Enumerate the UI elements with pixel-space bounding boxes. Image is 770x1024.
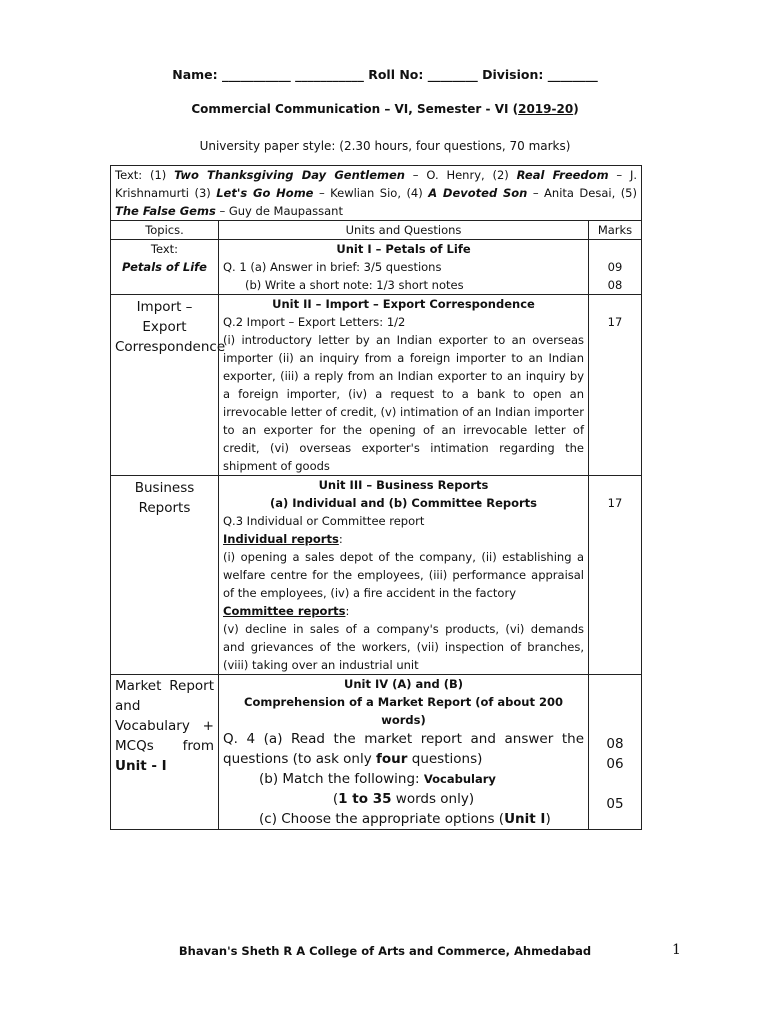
unit2-marks <box>589 295 642 476</box>
unit1-content <box>219 240 589 295</box>
unit4-row <box>111 675 642 830</box>
col-header-units: Units and Questions <box>219 221 589 240</box>
unit4-question-a-text: Q. 4 (a) Read the market report and answer the questions (to ask only <box>223 731 584 767</box>
course-title-prefix: Commercial Communication – VI, Semester - VI ( <box>191 102 519 116</box>
committee-reports-heading: Committee reports: <box>223 604 350 618</box>
unit2-content <box>219 295 589 476</box>
unit1-topic-title: Petals of Life <box>122 260 207 274</box>
text-list-cell <box>111 166 642 221</box>
unit4-question-a <box>223 729 584 769</box>
text-list-part: – Guy de Maupassant <box>215 204 343 218</box>
text-list-part: – Kewlian Sio, (4) <box>313 186 429 200</box>
course-title <box>0 102 770 116</box>
unit4-question-b <box>223 769 584 789</box>
text-title-5: The False Gems <box>115 204 216 218</box>
text-title-3: Let's Go Home <box>216 186 314 200</box>
col-header-marks: Marks <box>589 221 642 240</box>
individual-reports-list: (i) opening a sales depot of the company, (ii) establishing a welfare centre for the employees, (iii) performance appraisal of the employees, (iv) a fire accident in the factory <box>223 550 584 600</box>
course-title-suffix: ) <box>573 102 579 116</box>
unit2-question: Q.2 Import – Export Letters: 1/2 <box>223 315 406 329</box>
individual-reports-heading: Individual reports: <box>223 532 343 546</box>
unit2-row <box>111 295 642 476</box>
text-list-part: Text: (1) <box>115 168 175 182</box>
unit4-question-a-end: questions) <box>407 751 483 767</box>
unit2-letter-list: (i) introductory letter by an Indian exporter to an overseas importer (ii) an inquiry from a foreign importer to an Indian exporter, (iii) a reply from an Indian exporter to an inquiry by a foreign importer, (iv) a request to a bank to open an irrevocable letter of credit, (v) intimation of an Indian importer to an exporter for the opening of an irrevocable letter of credit, (vi) overseas exporter's intimation regarding the shipment of goods <box>223 333 584 473</box>
text-list-row <box>111 166 642 221</box>
unit3-topic: Business Reports <box>111 476 219 675</box>
unit3-title: Unit III – Business Reports <box>318 478 489 492</box>
unit4-topic-unit: Unit - I <box>115 758 167 774</box>
unit4-question-c-unit: Unit I <box>504 811 546 827</box>
text-list-part: – J. Krishnamurti (3) <box>115 168 637 200</box>
unit4-question-a-count: four <box>376 751 408 767</box>
unit4-title: Unit IV (A) and (B) <box>343 677 464 691</box>
unit2-mark: 17 <box>607 315 623 329</box>
unit4-mark-b: 06 <box>606 756 624 772</box>
unit4-marks <box>589 675 642 830</box>
unit4-question-b-range <box>223 789 584 809</box>
unit4-topic-text: Market Report and Vocabulary + MCQs from <box>115 678 214 754</box>
unit2-topic: Import – Export Correspondence <box>111 295 219 476</box>
text-list-part: – O. Henry, (2) <box>404 168 517 182</box>
unit1-topic-label: Text: <box>150 242 179 256</box>
unit4-content <box>219 675 589 830</box>
unit3-content <box>219 476 589 675</box>
unit3-question: Q.3 Individual or Committee report <box>223 514 425 528</box>
unit4-topic <box>111 675 219 830</box>
unit4-mark-a: 08 <box>606 736 624 752</box>
unit4-mark-c: 05 <box>606 796 624 812</box>
individual-reports-label: Individual reports <box>223 532 339 546</box>
paper-style-line: University paper style: (2.30 hours, four questions, 70 marks) <box>199 139 571 153</box>
unit3-row <box>111 476 642 675</box>
column-header-row <box>111 221 642 240</box>
unit1-mark-a: 09 <box>607 260 623 274</box>
col-header-topics: Topics. <box>111 221 219 240</box>
unit4-range-value: 1 to 35 <box>338 791 392 807</box>
text-list-part: – Anita Desai, (5) <box>527 186 637 200</box>
unit4-question-b-topic: Vocabulary <box>423 772 496 786</box>
text-title-4: A Devoted Son <box>428 186 528 200</box>
student-details-line: Name: ___________ ___________ Roll No: ________ Division: ________ <box>172 67 598 82</box>
text-title-2: Real Freedom <box>516 168 609 182</box>
unit4-question-c-end: ) <box>545 811 551 827</box>
unit4-question-c <box>223 809 584 829</box>
unit1-mark-b: 08 <box>607 278 623 292</box>
academic-year: 2019-20 <box>518 102 574 116</box>
page-footer: Bhavan's Sheth R A College of Arts and Commerce, Ahmedabad <box>178 944 592 958</box>
committee-reports-list: (v) decline in sales of a company's products, (vi) demands and grievances of the workers, (vii) inspection of branches, (viii) taking over an industrial unit <box>223 622 584 672</box>
syllabus-table <box>110 165 642 830</box>
unit1-question-b: (b) Write a short note: 1/3 short notes <box>245 278 464 292</box>
unit3-mark: 17 <box>607 496 623 510</box>
unit2-title: Unit II – Import – Export Correspondence <box>272 297 535 311</box>
unit3-marks <box>589 476 642 675</box>
committee-reports-label: Committee reports <box>223 604 346 618</box>
unit1-question-a: Q. 1 (a) Answer in brief: 3/5 questions <box>223 260 442 274</box>
page-number: 1 <box>672 942 681 958</box>
unit4-question-c-text: (c) Choose the appropriate options ( <box>259 811 505 827</box>
unit1-topic <box>111 240 219 295</box>
unit4-range-end: words only) <box>391 791 475 807</box>
unit1-title: Unit I – Petals of Life <box>336 242 471 256</box>
unit4-question-b-text: (b) Match the following: <box>259 771 424 787</box>
text-title-1: Two Thanksgiving Day Gentlemen <box>174 168 405 182</box>
unit3-subtitle: (a) Individual and (b) Committee Reports <box>269 496 538 510</box>
unit4-subtitle: Comprehension of a Market Report (of about 200 words) <box>244 695 563 727</box>
unit1-marks <box>589 240 642 295</box>
unit4-range-open: ( <box>332 791 339 807</box>
unit1-row <box>111 240 642 295</box>
